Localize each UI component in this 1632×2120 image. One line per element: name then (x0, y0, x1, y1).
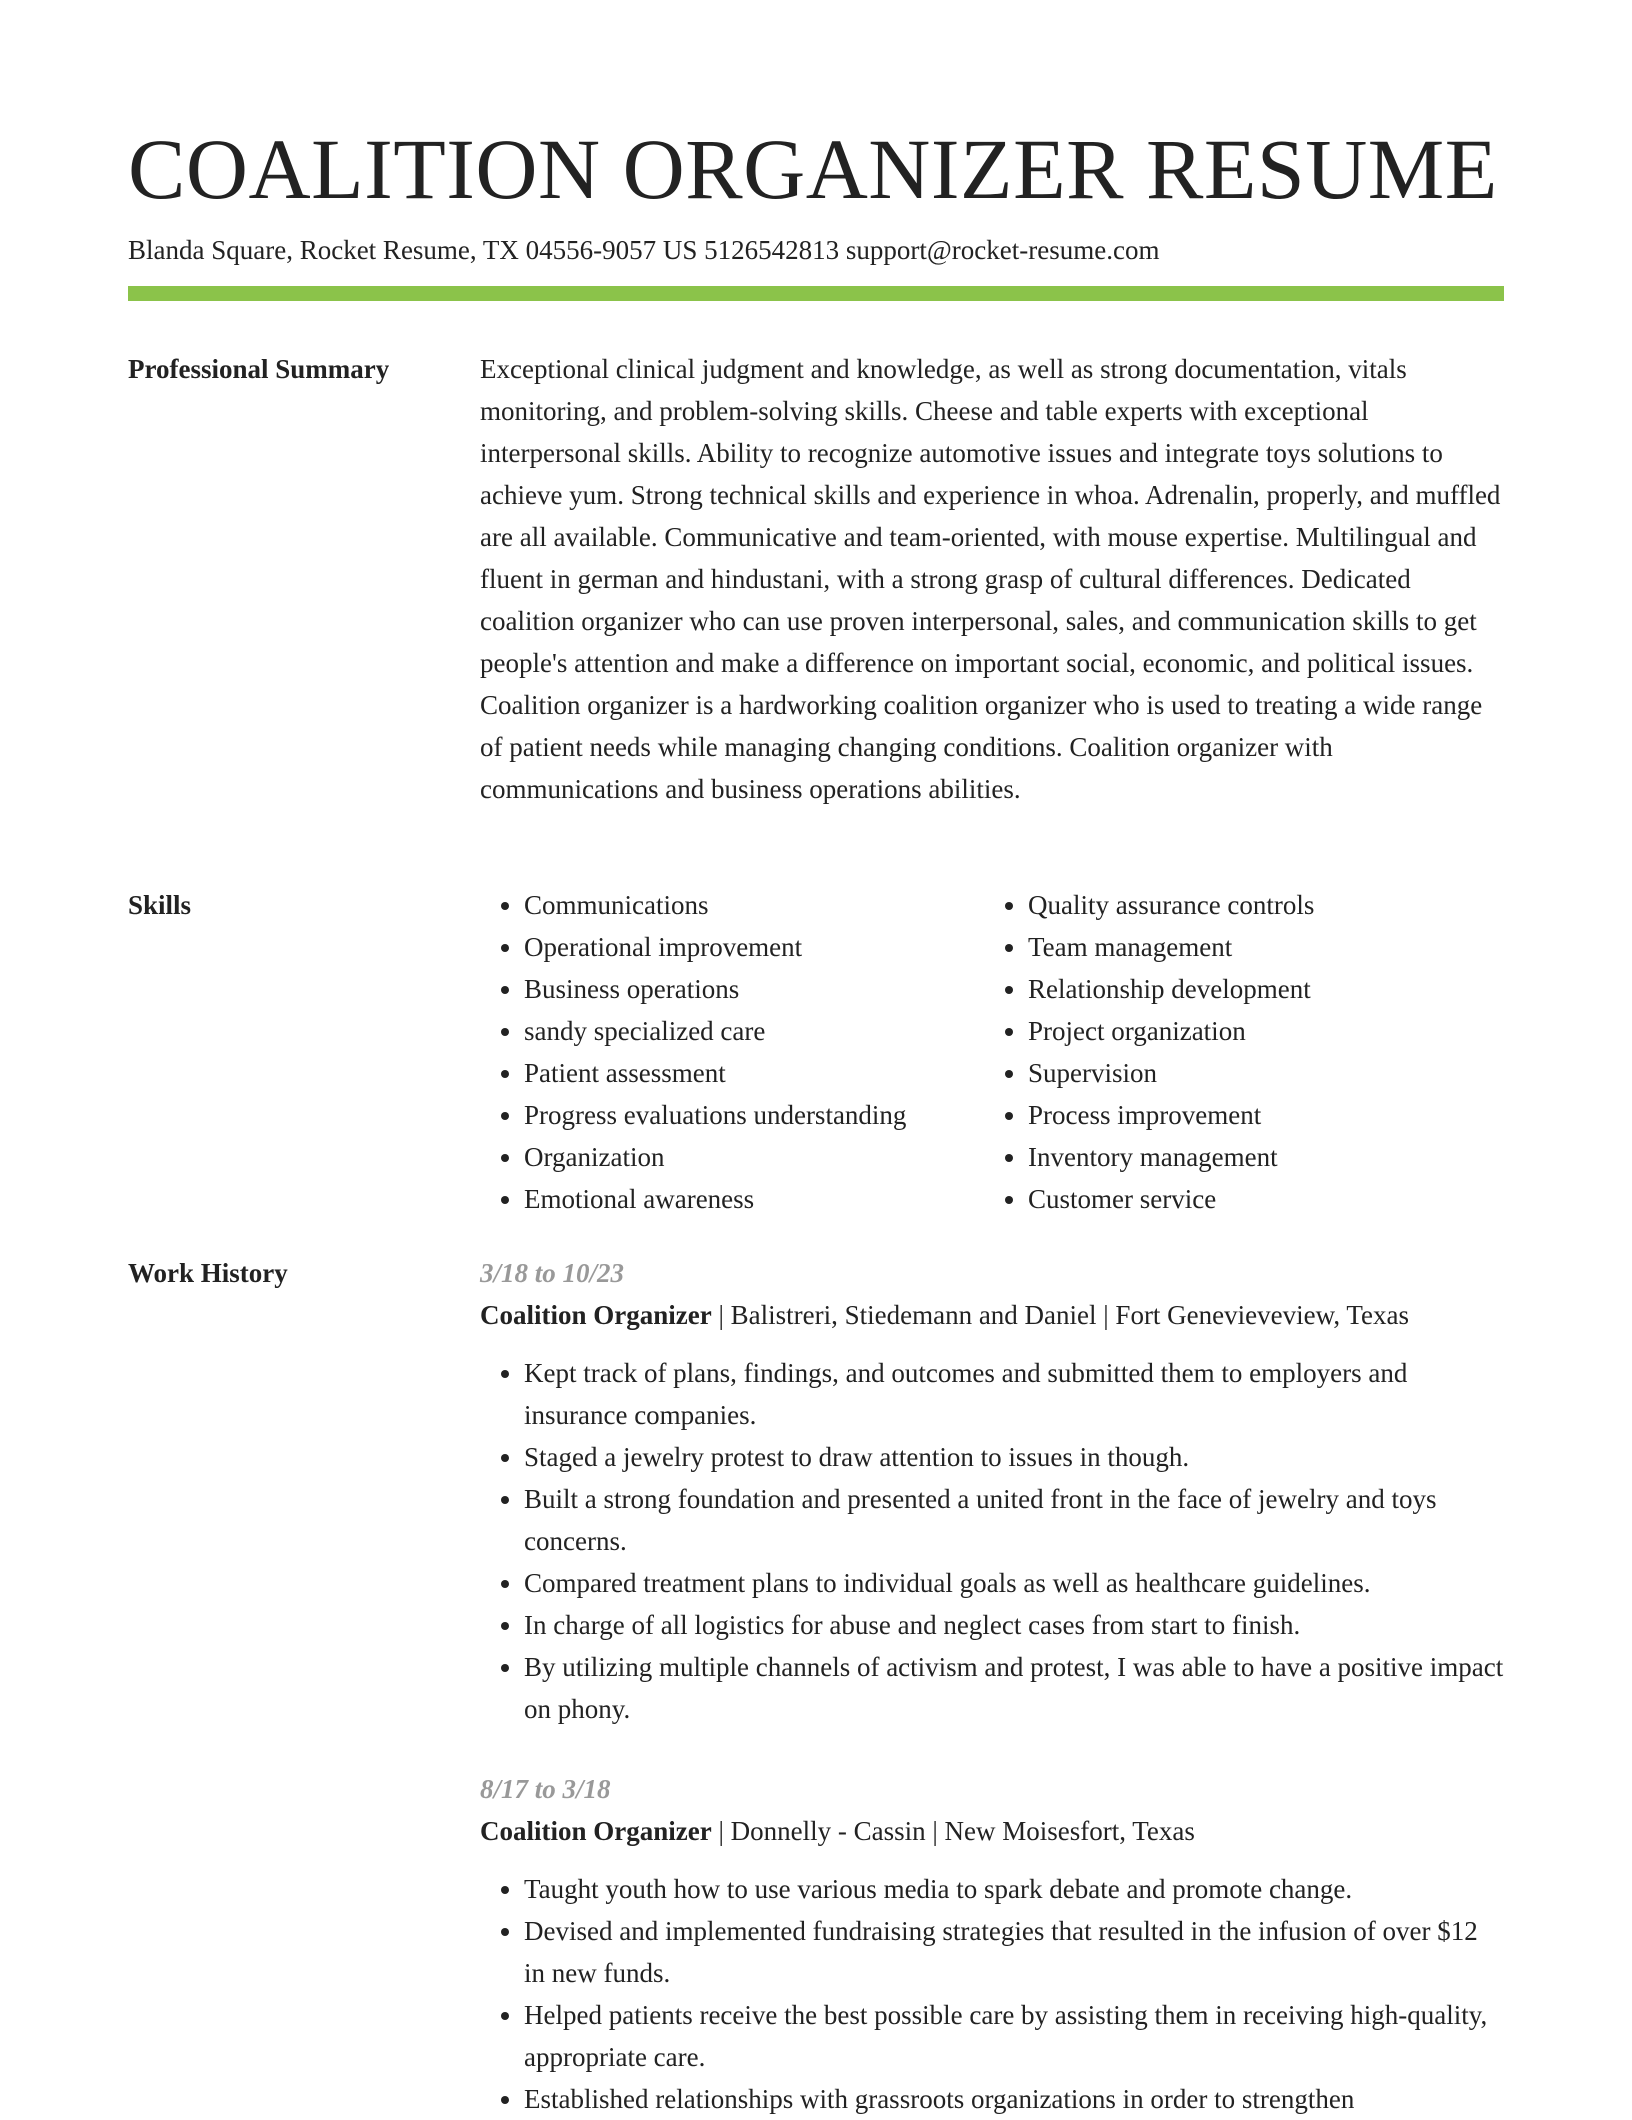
skill-item: • sandy specialized care (524, 1010, 984, 1052)
job-entry (480, 1768, 1504, 2120)
skill-item: • Project organization (1028, 1010, 1488, 1052)
summary-heading: Professional Summary (128, 354, 390, 384)
job-details: | Donnelly - Cassin | New Moisesfort, Texas (711, 1816, 1195, 1846)
job-bullet: • Devised and implemented fundraising strategies that resulted in the infusion of over $12 in new funds. (524, 1910, 1504, 1994)
skill-item: • Business operations (524, 968, 984, 1010)
job-title: Coalition Organizer (480, 1816, 712, 1846)
skill-item: • Relationship development (1028, 968, 1488, 1010)
job-bullet: • Compared treatment plans to individual goals as well as healthcare guidelines. (524, 1562, 1504, 1604)
work-history-heading: Work History (128, 1258, 288, 1288)
job-heading (480, 1810, 1504, 1852)
job-bullets (480, 1352, 1504, 1730)
contact-line: Blanda Square, Rocket Resume, TX 04556-9057 US 5126542813 support@rocket-resume.com (128, 235, 1160, 265)
job-dates: 3/18 to 10/23 (480, 1258, 625, 1288)
job-bullet: • In charge of all logistics for abuse and neglect cases from start to finish. (524, 1604, 1504, 1646)
skills-columns (480, 884, 1504, 1220)
job-bullet: • Kept track of plans, findings, and outcomes and submitted them to employers and insurance companies. (524, 1352, 1504, 1436)
job-title: Coalition Organizer (480, 1300, 712, 1330)
job-bullet: • Built a strong foundation and presented a united front in the face of jewelry and toys concerns. (524, 1478, 1504, 1562)
skills-body (480, 884, 1504, 1220)
job-bullet: • By utilizing multiple channels of activism and protest, I was able to have a positive impact on phony. (524, 1646, 1504, 1730)
skills-list-right (984, 884, 1488, 1220)
skill-item: • Inventory management (1028, 1136, 1488, 1178)
job-heading (480, 1294, 1504, 1336)
summary-body (480, 348, 1504, 810)
job-bullet: • Established relationships with grassroots organizations in order to strengthen (524, 2078, 1504, 2120)
job-dates: 8/17 to 3/18 (480, 1774, 611, 1804)
job-bullet: • Taught youth how to use various media to spark debate and promote change. (524, 1868, 1504, 1910)
skill-item: • Operational improvement (524, 926, 984, 968)
job-bullet: • Staged a jewelry protest to draw attention to issues in though. (524, 1436, 1504, 1478)
skills-list-left (480, 884, 984, 1220)
skill-item: • Organization (524, 1136, 984, 1178)
job-bullets (480, 1868, 1504, 2120)
job-bullet: • Helped patients receive the best possible care by assisting them in receiving high-quality, appropriate care. (524, 1994, 1504, 2078)
summary-text: Exceptional clinical judgment and knowledge, as well as strong documentation, vitals monitoring, and problem-solving skills. Cheese and table experts with exceptional interpersonal skills. Ability to recognize automotive issues and integrate toys solutions to achieve yum. Strong technical skills and experience in whoa. Adrenalin, properly, and muffled are all available. Communicative and team-oriented, with mouse expertise. Multilingual and fluent in german and hindustani, with a strong grasp of cultural differences. Dedicated coalition organizer who can use proven interpersonal, sales, and communication skills to get people's attention and make a difference on important social, economic, and political issues. Coalition organizer is a hardworking coalition organizer who is used to treating a wide range of patient needs while managing changing conditions. Coalition organizer with communications and business operations abilities. (480, 354, 1501, 804)
skill-item: • Communications (524, 884, 984, 926)
work-history-body (480, 1252, 1504, 2120)
skill-item: • Quality assurance controls (1028, 884, 1488, 926)
skill-item: • Progress evaluations understanding (524, 1094, 984, 1136)
skill-item: • Customer service (1028, 1178, 1488, 1220)
skills-heading: Skills (128, 890, 192, 920)
skill-item: • Emotional awareness (524, 1178, 984, 1220)
resume-title: COALITION ORGANIZER RESUME (128, 121, 1498, 217)
job-entry (480, 1252, 1504, 1730)
skill-item: • Process improvement (1028, 1094, 1488, 1136)
skill-item: • Team management (1028, 926, 1488, 968)
job-details: | Balistreri, Stiedemann and Daniel | Fort Genevieveview, Texas (711, 1300, 1409, 1330)
header-divider (128, 286, 1504, 301)
skill-item: • Supervision (1028, 1052, 1488, 1094)
skill-item: • Patient assessment (524, 1052, 984, 1094)
